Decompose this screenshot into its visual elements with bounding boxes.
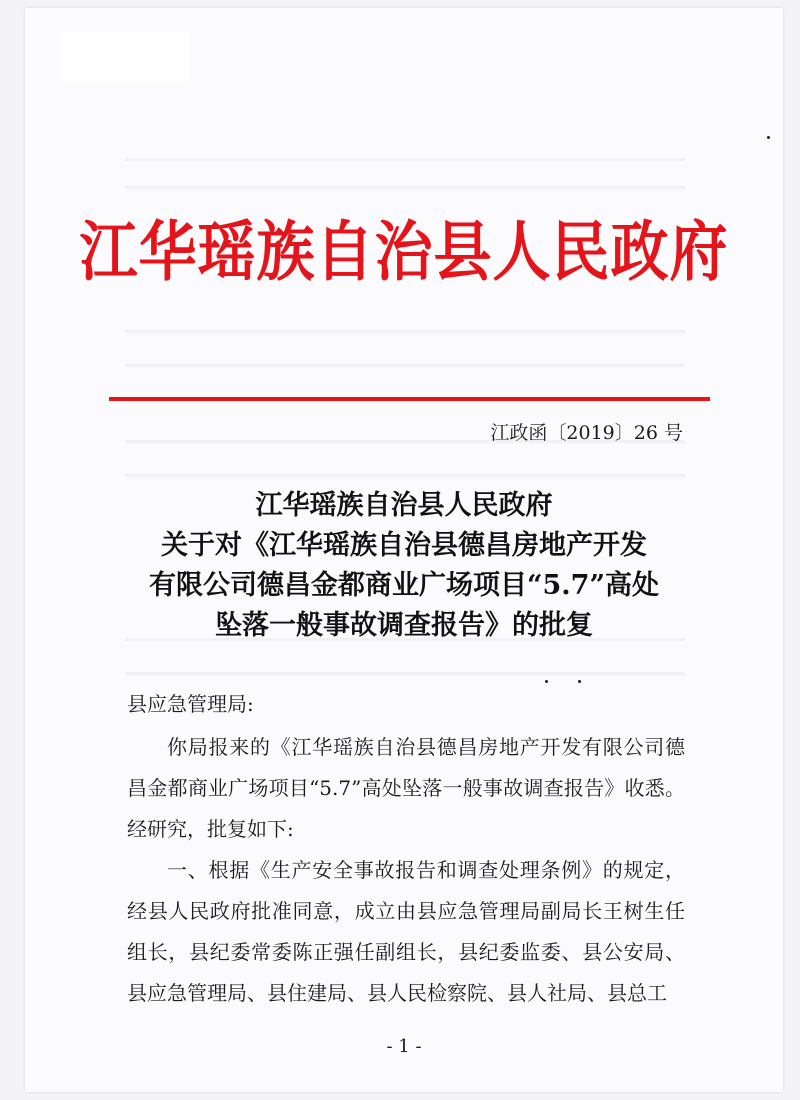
document-page <box>25 8 783 1092</box>
show-through-line <box>125 158 685 161</box>
show-through-line <box>125 474 685 477</box>
title-line: 江华瑶族自治县人民政府 <box>255 490 553 521</box>
scan-speck <box>578 680 581 683</box>
title-line: 有限公司德昌金都商业广场项目“5.7”高处 <box>148 570 660 601</box>
addressee: 县应急管理局: <box>127 692 254 716</box>
show-through-line <box>125 186 685 189</box>
issuer-header: 江华瑶族自治县人民政府 <box>79 213 729 290</box>
title-line: 关于对《江华瑶族自治县德昌房地产开发 <box>161 530 647 561</box>
paragraph: 你局报来的《江华瑶族自治县德昌房地产开发有限公司德昌金都商业广场项目“5.7”高处坠落一般事故调查报告》收悉。经研究，批复如下: <box>127 735 685 841</box>
document-title <box>25 486 783 646</box>
paragraph: 一、根据《生产安全事故报告和调查处理条例》的规定，经县人民政府批准同意，成立由县应急管理局副局长王树生任组长，县纪委常委陈正强任副组长，县纪委监委、县公安局、县应急管理局、县住建局、县人民检察院、县人社局、县总工 <box>127 858 685 1005</box>
body-text <box>127 727 685 1014</box>
red-divider-line <box>109 397 710 401</box>
page-number: - 1 - <box>386 1036 422 1057</box>
show-through-line <box>125 364 685 367</box>
redacted-area <box>60 32 190 82</box>
document-number: 江政函〔2019〕26 号 <box>490 422 683 444</box>
scan-speck <box>545 680 548 683</box>
show-through-line <box>125 672 685 675</box>
scan-speck <box>767 136 770 139</box>
title-line: 坠落一般事故调查报告》的批复 <box>215 610 593 641</box>
show-through-line <box>125 330 685 333</box>
